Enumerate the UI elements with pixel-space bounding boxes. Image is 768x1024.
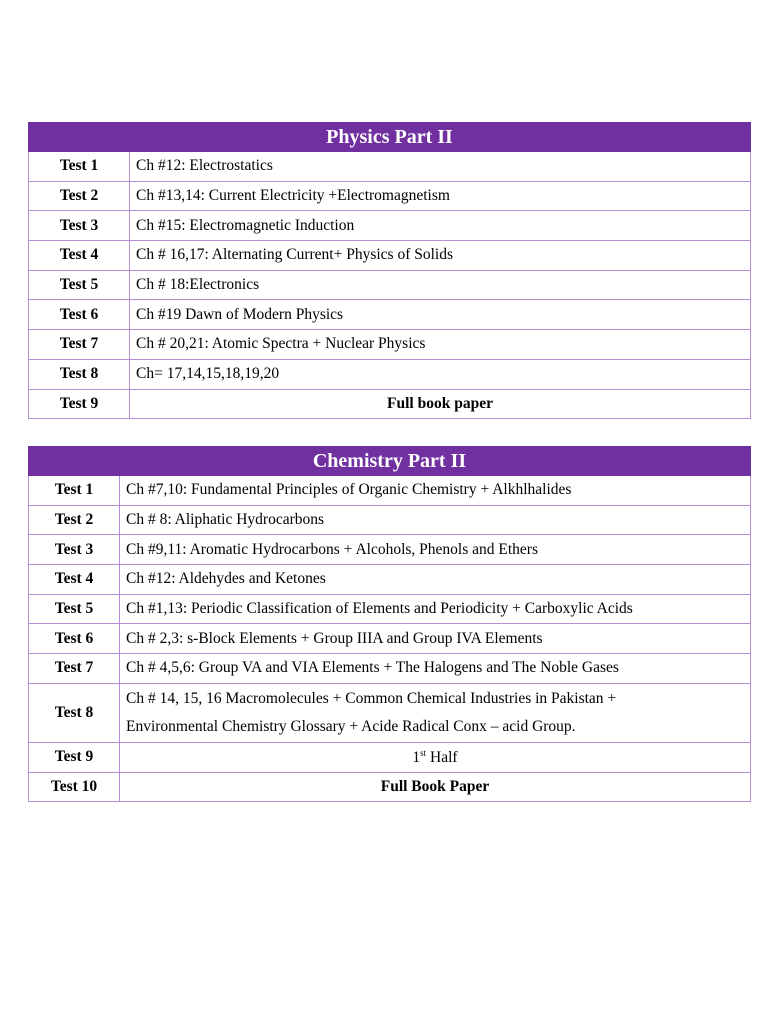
test-content: Ch # 8: Aliphatic Hydrocarbons	[120, 505, 751, 535]
test-content: Ch #12: Aldehydes and Ketones	[120, 565, 751, 595]
test-content-line: Environmental Chemistry Glossary + Acide Radical Conx – acid Group.	[126, 717, 576, 735]
test-label: Test 4	[29, 565, 120, 595]
test-label: Test 4	[29, 241, 130, 271]
test-content: Ch #15: Electromagnetic Induction	[130, 211, 751, 241]
table-row	[29, 181, 751, 211]
test-label: Test 7	[29, 654, 120, 684]
test-label: Test 7	[29, 330, 130, 360]
test-label: Test 2	[29, 505, 120, 535]
half-text: Half	[426, 748, 458, 766]
table-row	[29, 742, 751, 772]
table-row	[29, 300, 751, 330]
table-row	[29, 565, 751, 595]
test-content-line: Ch # 14, 15, 16 Macromolecules + Common Chemical Industries in Pakistan +	[126, 689, 617, 707]
table-row	[29, 330, 751, 360]
test-label: Test 5	[29, 270, 130, 300]
test-content: Ch #7,10: Fundamental Principles of Organic Chemistry + Alkhlhalides	[120, 476, 751, 506]
table-row	[29, 359, 751, 389]
test-content: Ch #12: Electrostatics	[130, 152, 751, 182]
table-row	[29, 270, 751, 300]
physics-table	[28, 122, 751, 419]
table-row	[29, 211, 751, 241]
test-content: Full Book Paper	[120, 772, 751, 802]
test-label: Test 10	[29, 772, 120, 802]
test-content: Ch # 4,5,6: Group VA and VIA Elements + The Halogens and The Noble Gases	[120, 654, 751, 684]
table-row	[29, 241, 751, 271]
test-content: Ch # 2,3: s-Block Elements + Group IIIA and Group IVA Elements	[120, 624, 751, 654]
test-content: Full book paper	[130, 389, 751, 419]
table-row	[29, 624, 751, 654]
test-content: Ch #9,11: Aromatic Hydrocarbons + Alcohols, Phenols and Ethers	[120, 535, 751, 565]
test-content: Ch # 16,17: Alternating Current+ Physics of Solids	[130, 241, 751, 271]
half-ordinal: st	[420, 747, 427, 758]
table-row	[29, 772, 751, 802]
test-content	[120, 683, 751, 742]
test-content: Ch #19 Dawn of Modern Physics	[130, 300, 751, 330]
table-row	[29, 389, 751, 419]
test-label: Test 2	[29, 181, 130, 211]
test-content: Ch # 20,21: Atomic Spectra + Nuclear Physics	[130, 330, 751, 360]
chemistry-table	[28, 446, 751, 802]
test-label: Test 8	[29, 683, 120, 742]
test-content: Ch #1,13: Periodic Classification of Elements and Periodicity + Carboxylic Acids	[120, 594, 751, 624]
table-row	[29, 683, 751, 742]
physics-title: Physics Part II	[29, 123, 751, 152]
table-row	[29, 654, 751, 684]
test-label: Test 8	[29, 359, 130, 389]
test-label: Test 3	[29, 211, 130, 241]
table-row	[29, 476, 751, 506]
table-row	[29, 594, 751, 624]
table-row	[29, 152, 751, 182]
test-label: Test 6	[29, 300, 130, 330]
chemistry-title: Chemistry Part II	[29, 447, 751, 476]
table-row	[29, 535, 751, 565]
test-label: Test 6	[29, 624, 120, 654]
table-row	[29, 505, 751, 535]
test-content: Ch= 17,14,15,18,19,20	[130, 359, 751, 389]
test-content	[120, 742, 751, 772]
test-content: Ch # 18:Electronics	[130, 270, 751, 300]
test-label: Test 5	[29, 594, 120, 624]
test-label: Test 9	[29, 742, 120, 772]
test-content: Ch #13,14: Current Electricity +Electromagnetism	[130, 181, 751, 211]
test-label: Test 1	[29, 152, 130, 182]
test-label: Test 3	[29, 535, 120, 565]
test-label: Test 1	[29, 476, 120, 506]
test-label: Test 9	[29, 389, 130, 419]
half-number: 1	[412, 748, 421, 766]
